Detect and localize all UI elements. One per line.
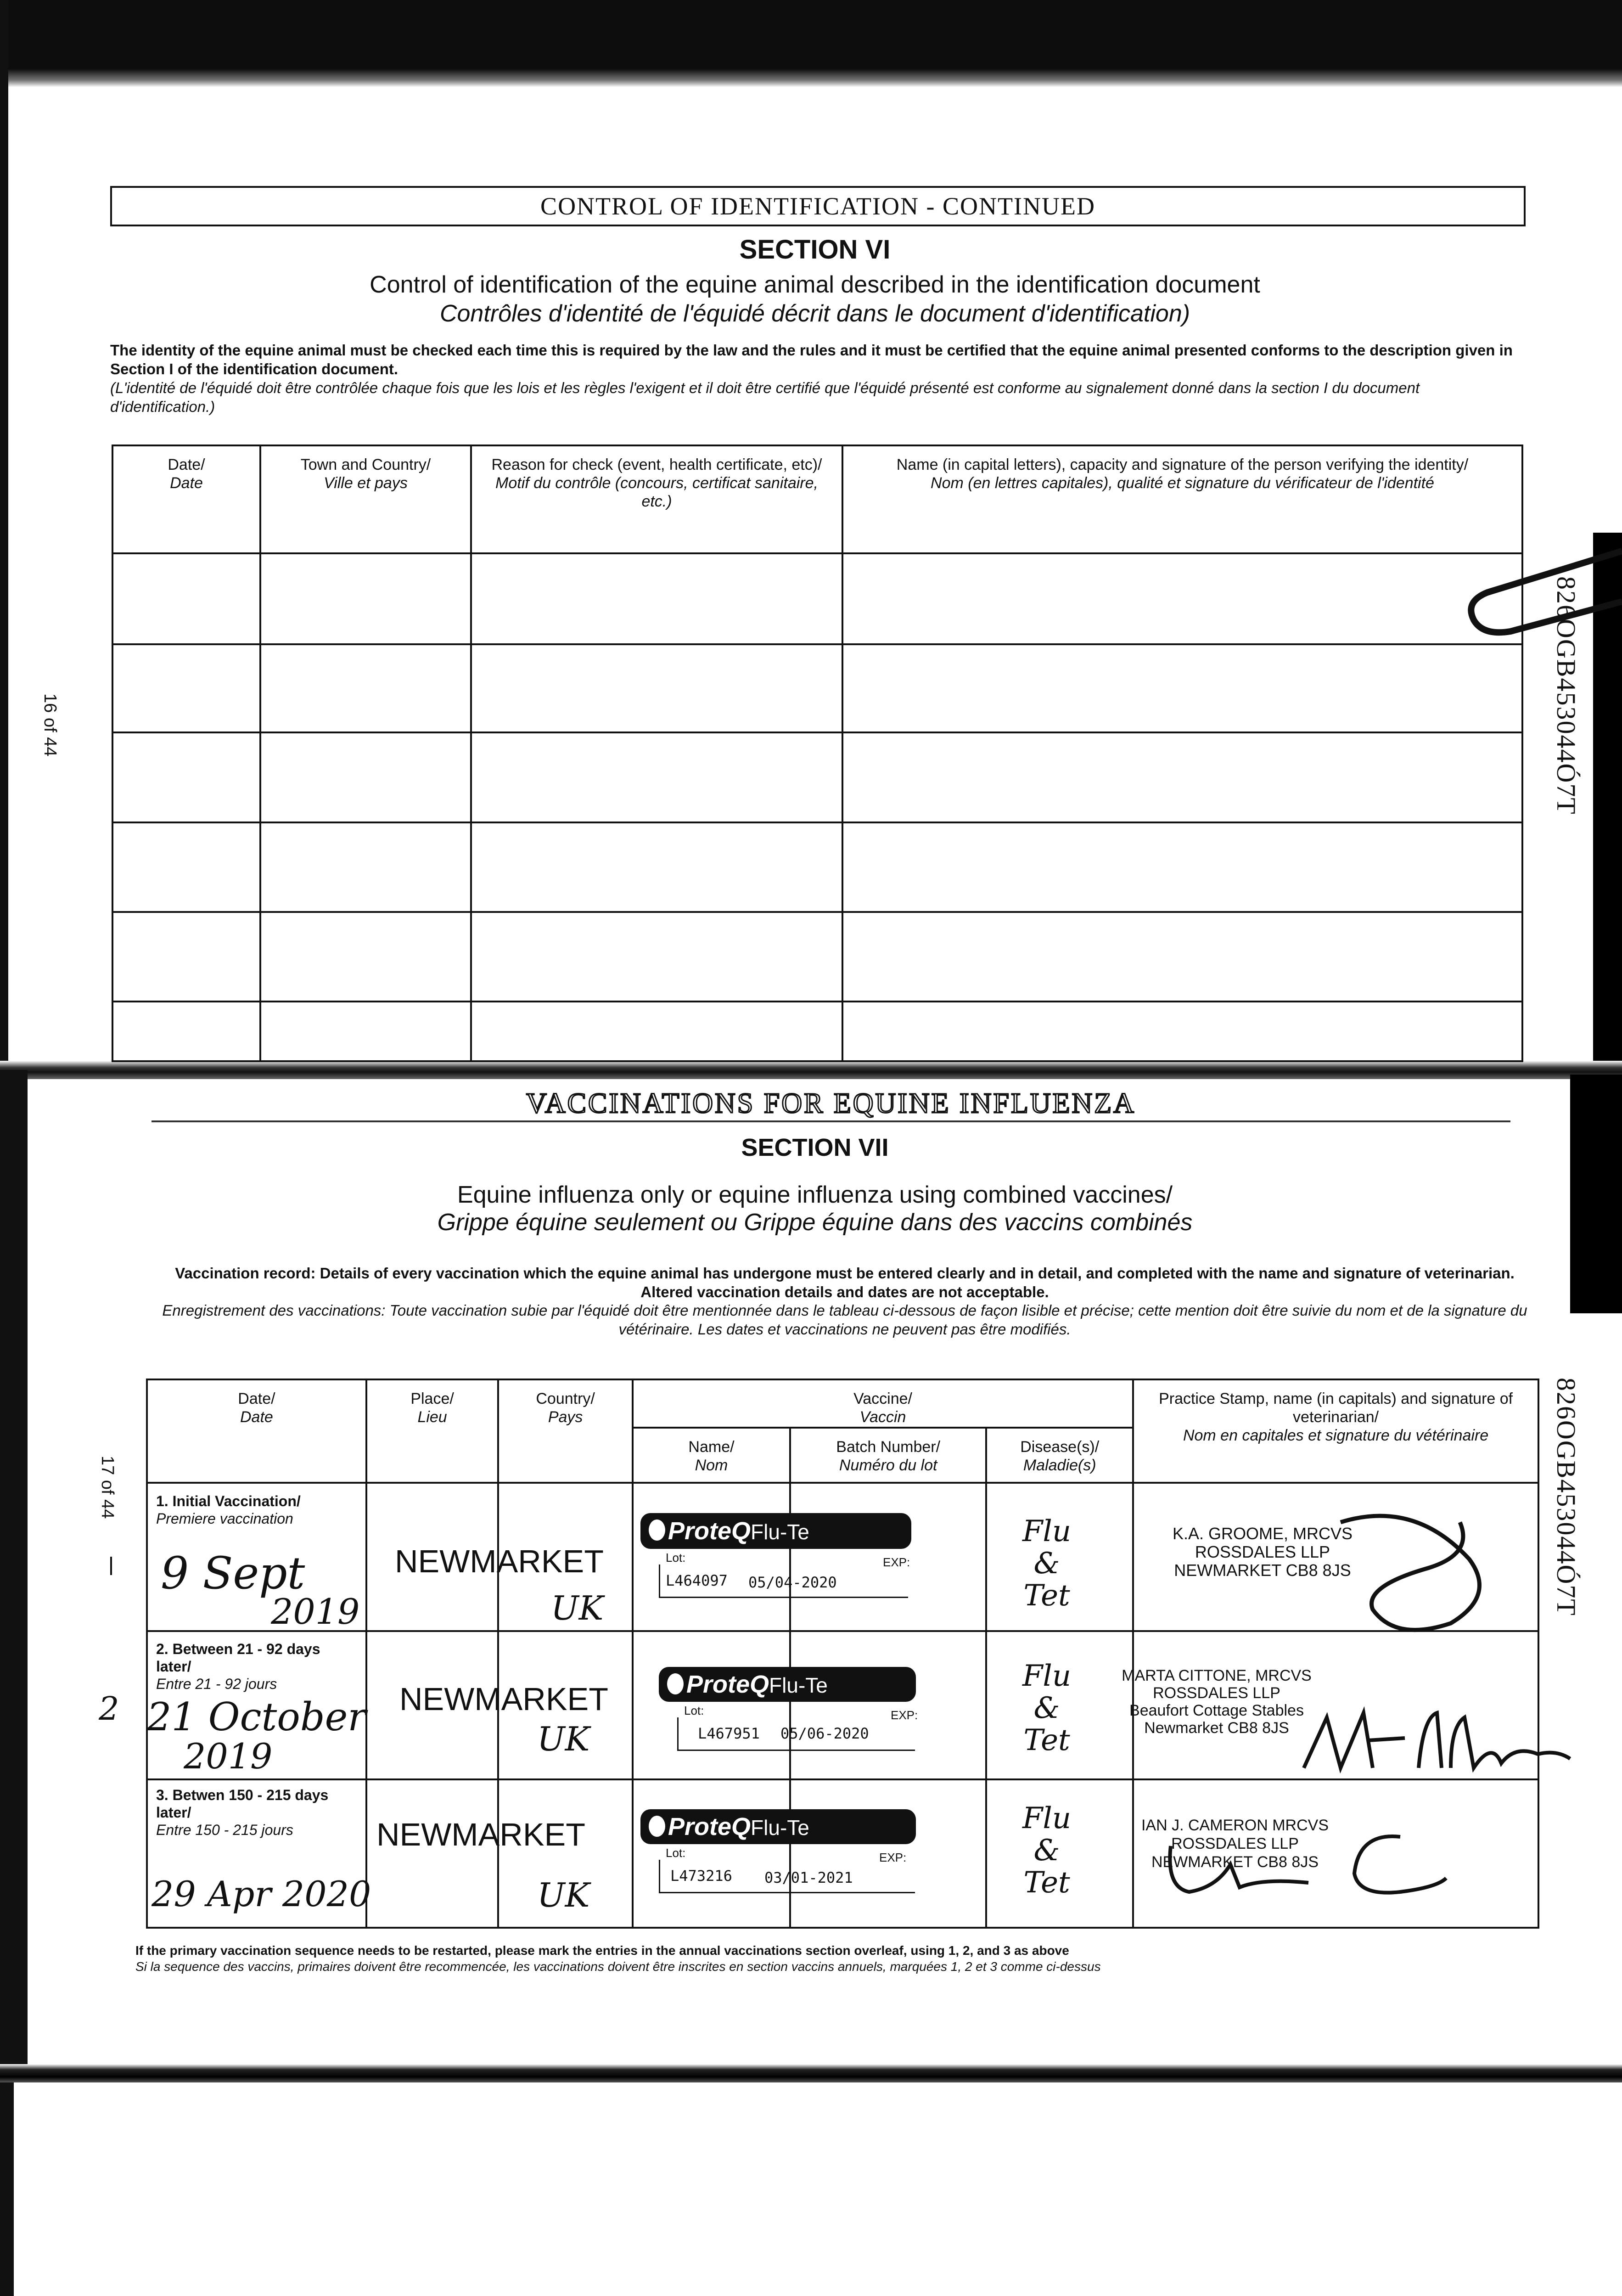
header-vaccine-name-fr: Nom — [695, 1457, 728, 1474]
stage-label-2 — [156, 1640, 358, 1693]
disease-2-line1: Flu — [1022, 1659, 1072, 1693]
header-vaccine-name — [633, 1428, 790, 1483]
section-vi-banner — [110, 186, 1526, 226]
expiry-value: 03/01-2021 — [764, 1869, 853, 1886]
section-vi-title-fr: Contrôles d'identité de l'équidé décrit dans le document d'identification) — [439, 300, 1190, 327]
cell[interactable] — [471, 644, 842, 732]
header-place-fr: Lieu — [417, 1408, 447, 1426]
page-number-lower-text: 17 of 44 — [98, 1456, 117, 1519]
signature-1 — [1322, 1495, 1515, 1642]
header-reason-fr: Motif du contrôle (concours, certificat sanitaire, etc.) — [495, 474, 818, 510]
vaccine-label-band — [659, 1667, 916, 1702]
header-disease-en: Disease(s)/ — [1020, 1438, 1100, 1456]
country-2[interactable]: UK — [537, 1720, 590, 1758]
lot-value: L467951 — [698, 1725, 760, 1742]
header-disease — [986, 1428, 1133, 1483]
disease-1[interactable] — [978, 1515, 1116, 1612]
cell[interactable] — [471, 822, 842, 912]
table-row — [112, 1002, 1522, 1061]
place-3[interactable]: NEWMARKET — [376, 1817, 585, 1852]
stamp-2-line1: MARTA CITTONE, MRCVS — [1122, 1667, 1312, 1684]
side-id-lower — [1551, 1378, 1582, 1653]
table-row — [112, 732, 1522, 822]
cell[interactable] — [260, 553, 471, 644]
stage-fr-3: Entre 150 - 215 jours — [156, 1822, 293, 1838]
page-number-lower — [97, 1456, 117, 1548]
date-handwritten-3[interactable]: 29 Apr 2020 — [152, 1874, 371, 1914]
disease-1-line1: Flu — [1022, 1514, 1072, 1548]
disease-3-line2: & — [1033, 1834, 1060, 1868]
date-handwritten-1[interactable]: 9 Sept — [161, 1548, 305, 1599]
disease-2[interactable] — [978, 1660, 1116, 1756]
vaccine-sticker-2 — [659, 1667, 916, 1754]
lot-label: Lot: — [666, 1551, 686, 1564]
vaccine-brand: ProteQ — [668, 1813, 751, 1840]
header-verifier-fr: Nom (en lettres capitales), qualité et signature du vérificateur de l'identité — [931, 474, 1434, 492]
scan-edge-left-bottom — [0, 2082, 14, 2296]
section-vii-banner — [152, 1087, 1510, 1120]
table-row — [112, 912, 1522, 1002]
header-reason-en: Reason for check (event, health certificate, etc)/ — [491, 456, 822, 473]
date-handwritten-1-year[interactable]: 2019 — [271, 1591, 360, 1632]
place-1[interactable]: NEWMARKET — [395, 1543, 604, 1579]
cell[interactable] — [112, 553, 260, 644]
disease-3[interactable] — [978, 1802, 1116, 1899]
banner-underline — [152, 1120, 1510, 1122]
cell[interactable] — [842, 732, 1522, 822]
scan-edge-left-lower — [0, 1070, 28, 2080]
side-id-upper-text: 826OGB453044Ó7T — [1551, 576, 1581, 815]
section-vi-intro-fr: (L'identité de l'équidé doit être contrôlée chaque fois que les lois et les règles l'exigent et il doit être certifié que l'équidé présenté est conforme au signalement donné dans la section I du document d'identification.) — [110, 379, 1420, 415]
scan-band-bottom — [0, 2064, 1622, 2082]
stamp-2-line4: Newmarket CB8 8JS — [1144, 1719, 1289, 1737]
disease-2-line2: & — [1033, 1691, 1060, 1725]
date-handwritten-2[interactable]: 21 October — [147, 1694, 366, 1739]
header-disease-fr: Maladie(s) — [1023, 1457, 1096, 1474]
cell[interactable] — [260, 1002, 471, 1061]
place-2[interactable]: NEWMARKET — [399, 1681, 608, 1717]
cell[interactable] — [112, 644, 260, 732]
lot-value: L464097 — [666, 1572, 728, 1589]
table-row — [112, 644, 1522, 732]
header-date-vac — [147, 1379, 366, 1483]
stamp-1-line2: ROSSDALES LLP — [1195, 1542, 1330, 1561]
cell[interactable] — [260, 644, 471, 732]
section-vii-title-fr: Grippe équine seulement ou Grippe équine dans des vaccins combinés — [437, 1209, 1193, 1236]
cell[interactable] — [260, 732, 471, 822]
cell[interactable] — [471, 912, 842, 1002]
section-vi-title-en: Control of identification of the equine animal described in the identification document — [370, 271, 1260, 298]
section-vii-intro-fr: Enregistrement des vaccinations: Toute vaccination subie par l'équidé doit être mentionnée dans le tableau ci-dessous de façon lisible et précise; cette mention doit être suivie du nom et de la signature du vétérinaire. Les dates et vaccinations ne peuvent pas être modifiés. — [162, 1302, 1527, 1338]
scan-edge-top — [0, 0, 1622, 87]
header-batch — [790, 1428, 986, 1483]
stamp-3-line1: IAN J. CAMERON MRCVS — [1141, 1817, 1329, 1834]
header-country-en: Country/ — [536, 1390, 595, 1407]
header-town-en: Town and Country/ — [300, 456, 431, 473]
header-reason — [471, 445, 842, 553]
cell[interactable] — [471, 553, 842, 644]
cell[interactable] — [842, 912, 1522, 1002]
vaccine-label-band — [640, 1809, 916, 1844]
header-vaccine-en: Vaccine/ — [853, 1390, 912, 1407]
stage-fr-2: Entre 21 - 92 jours — [156, 1676, 277, 1692]
scan-edge-left — [0, 0, 8, 1070]
cell[interactable] — [112, 912, 260, 1002]
cell[interactable] — [260, 822, 471, 912]
vaccine-logo-icon — [649, 1816, 665, 1837]
stage-label-1 — [156, 1492, 358, 1527]
header-vaccine — [633, 1379, 1133, 1428]
header-date-vac-fr: Date — [240, 1408, 273, 1426]
country-1[interactable]: UK — [551, 1589, 604, 1627]
vaccine-logo-icon — [649, 1519, 665, 1541]
stage-label-3 — [156, 1786, 358, 1839]
paper-clip-icon — [1460, 542, 1622, 657]
cell[interactable] — [842, 1002, 1522, 1061]
page-number-upper — [40, 693, 60, 785]
header-country — [498, 1379, 633, 1483]
header-town-fr: Ville et pays — [324, 474, 408, 492]
vaccine-brand: ProteQ — [686, 1671, 769, 1698]
header-town — [260, 445, 471, 553]
vaccine-sticker-1 — [640, 1513, 911, 1600]
date-handwritten-2-year[interactable]: 2019 — [184, 1736, 273, 1777]
country-3[interactable]: UK — [537, 1876, 590, 1914]
banner-text: CONTROL OF IDENTIFICATION - CONTINUED — [540, 192, 1095, 220]
header-vaccine-fr: Vaccin — [859, 1408, 906, 1426]
cell[interactable] — [842, 822, 1522, 912]
expiry-value: 05/04-2020 — [748, 1574, 837, 1591]
footer-note-fr: Si la sequence des vaccins, primaires doivent être recommencée, les vaccinations doivent être inscrites en section vaccins annuels, marquées 1, 2 et 3 comme ci-dessus — [135, 1959, 1101, 1974]
header-date — [112, 445, 260, 553]
header-date-fr: Date — [170, 474, 203, 492]
section-vii-heading: SECTION VII — [741, 1134, 889, 1161]
header-date-en: Date/ — [168, 456, 205, 473]
stamp-1-line3: NEWMARKET CB8 8JS — [1174, 1561, 1351, 1580]
expiry-value: 05/06-2020 — [780, 1725, 869, 1742]
cell[interactable] — [842, 644, 1522, 732]
exp-label: EXP: — [883, 1555, 910, 1569]
disease-3-line1: Flu — [1022, 1801, 1072, 1835]
header-place — [366, 1379, 499, 1483]
exp-label: EXP: — [891, 1708, 918, 1722]
side-id-lower-text: 826OGB453044Ó7T — [1551, 1378, 1581, 1616]
stamp-3-line2: ROSSDALES LLP — [1171, 1835, 1299, 1852]
section-vii-title-en: Equine influenza only or equine influenza using combined vaccines/ — [457, 1182, 1173, 1208]
stage-en-1: 1. Initial Vaccination/ — [156, 1493, 301, 1509]
cell[interactable] — [112, 732, 260, 822]
header-batch-en: Batch Number/ — [836, 1438, 941, 1456]
header-place-en: Place/ — [410, 1390, 454, 1407]
vaccine-logo-icon — [667, 1673, 684, 1694]
stamp-1-line1: K.A. GROOME, MRCVS — [1172, 1524, 1353, 1543]
margin-mark: 2 — [99, 1690, 119, 1728]
header-stamp-en: Practice Stamp, name (in capitals) and signature of veterinarian/ — [1159, 1390, 1513, 1426]
cell[interactable] — [842, 553, 1522, 644]
margin-tick — [110, 1557, 112, 1575]
scan-edge-right-lower — [1570, 1075, 1622, 1313]
header-batch-fr: Numéro du lot — [839, 1457, 937, 1474]
footer-note-en: If the primary vaccination sequence needs to be restarted, please mark the entries in the annual vaccinations section overleaf, using 1, 2, and 3 as above — [135, 1943, 1069, 1958]
cell[interactable] — [471, 732, 842, 822]
header-vaccine-name-en: Name/ — [688, 1438, 735, 1456]
table-row — [112, 822, 1522, 912]
page-number-upper-text: 16 of 44 — [40, 693, 60, 757]
exp-label: EXP: — [879, 1851, 907, 1864]
cell[interactable] — [112, 1002, 260, 1061]
vaccine-name: Flu-Te — [751, 1520, 809, 1544]
cell[interactable] — [471, 1002, 842, 1061]
cell[interactable] — [112, 822, 260, 912]
stage-fr-1: Premiere vaccination — [156, 1510, 293, 1527]
banner-text-vii: VACCINATIONS FOR EQUINE INFLUENZA — [526, 1088, 1136, 1119]
disease-3-line3: Tet — [1023, 1866, 1070, 1900]
vaccine-sticker-3 — [640, 1809, 916, 1896]
header-date-vac-en: Date/ — [238, 1390, 275, 1407]
lot-label: Lot: — [666, 1846, 686, 1860]
stamp-3-line3: NEWMARKET CB8 8JS — [1151, 1853, 1319, 1871]
vaccine-label-band — [640, 1513, 911, 1549]
section-vii-intro-en: Vaccination record: Details of every vaccination which the equine animal has undergone must be entered clearly and in detail, and completed with the name and signature of veterinarian. Altered vaccination details and dates are not acceptable. — [175, 1265, 1515, 1300]
lot-value: L473216 — [670, 1867, 732, 1885]
stage-en-3: 3. Betwen 150 - 215 days later/ — [156, 1787, 329, 1821]
stamp-2-line2: ROSSDALES LLP — [1153, 1684, 1280, 1702]
stamp-2-line3: Beaufort Cottage Stables — [1129, 1702, 1304, 1719]
section-vi-intro-en: The identity of the equine animal must be checked each time this is required by the law and the rules and it must be certified that the equine animal presented conforms to the description given in Section I of the identification document. — [110, 342, 1513, 377]
scan-divider-middle — [0, 1061, 1622, 1079]
section-vi-heading: SECTION VI — [739, 235, 891, 264]
header-country-fr: Pays — [548, 1408, 583, 1426]
header-stamp — [1133, 1379, 1538, 1483]
signature-2 — [1299, 1699, 1575, 1782]
disease-1-line3: Tet — [1023, 1579, 1070, 1613]
signature-3 — [1162, 1818, 1483, 1906]
cell[interactable] — [260, 912, 471, 1002]
disease-1-line2: & — [1033, 1547, 1060, 1581]
vaccine-brand: ProteQ — [668, 1517, 751, 1545]
stage-en-2: 2. Between 21 - 92 days later/ — [156, 1641, 320, 1675]
header-verifier-en: Name (in capital letters), capacity and signature of the person verifying the identity/ — [896, 456, 1469, 473]
practice-stamp-2 — [1116, 1667, 1318, 1737]
table-row — [112, 553, 1522, 644]
lot-label: Lot: — [684, 1704, 704, 1717]
vaccine-name: Flu-Te — [751, 1816, 809, 1840]
header-verifier — [842, 445, 1522, 553]
header-stamp-fr: Nom en capitales et signature du vétérinaire — [1183, 1427, 1489, 1444]
vaccine-name: Flu-Te — [769, 1673, 828, 1697]
disease-2-line3: Tet — [1023, 1723, 1070, 1757]
identity-check-table — [112, 445, 1523, 1062]
